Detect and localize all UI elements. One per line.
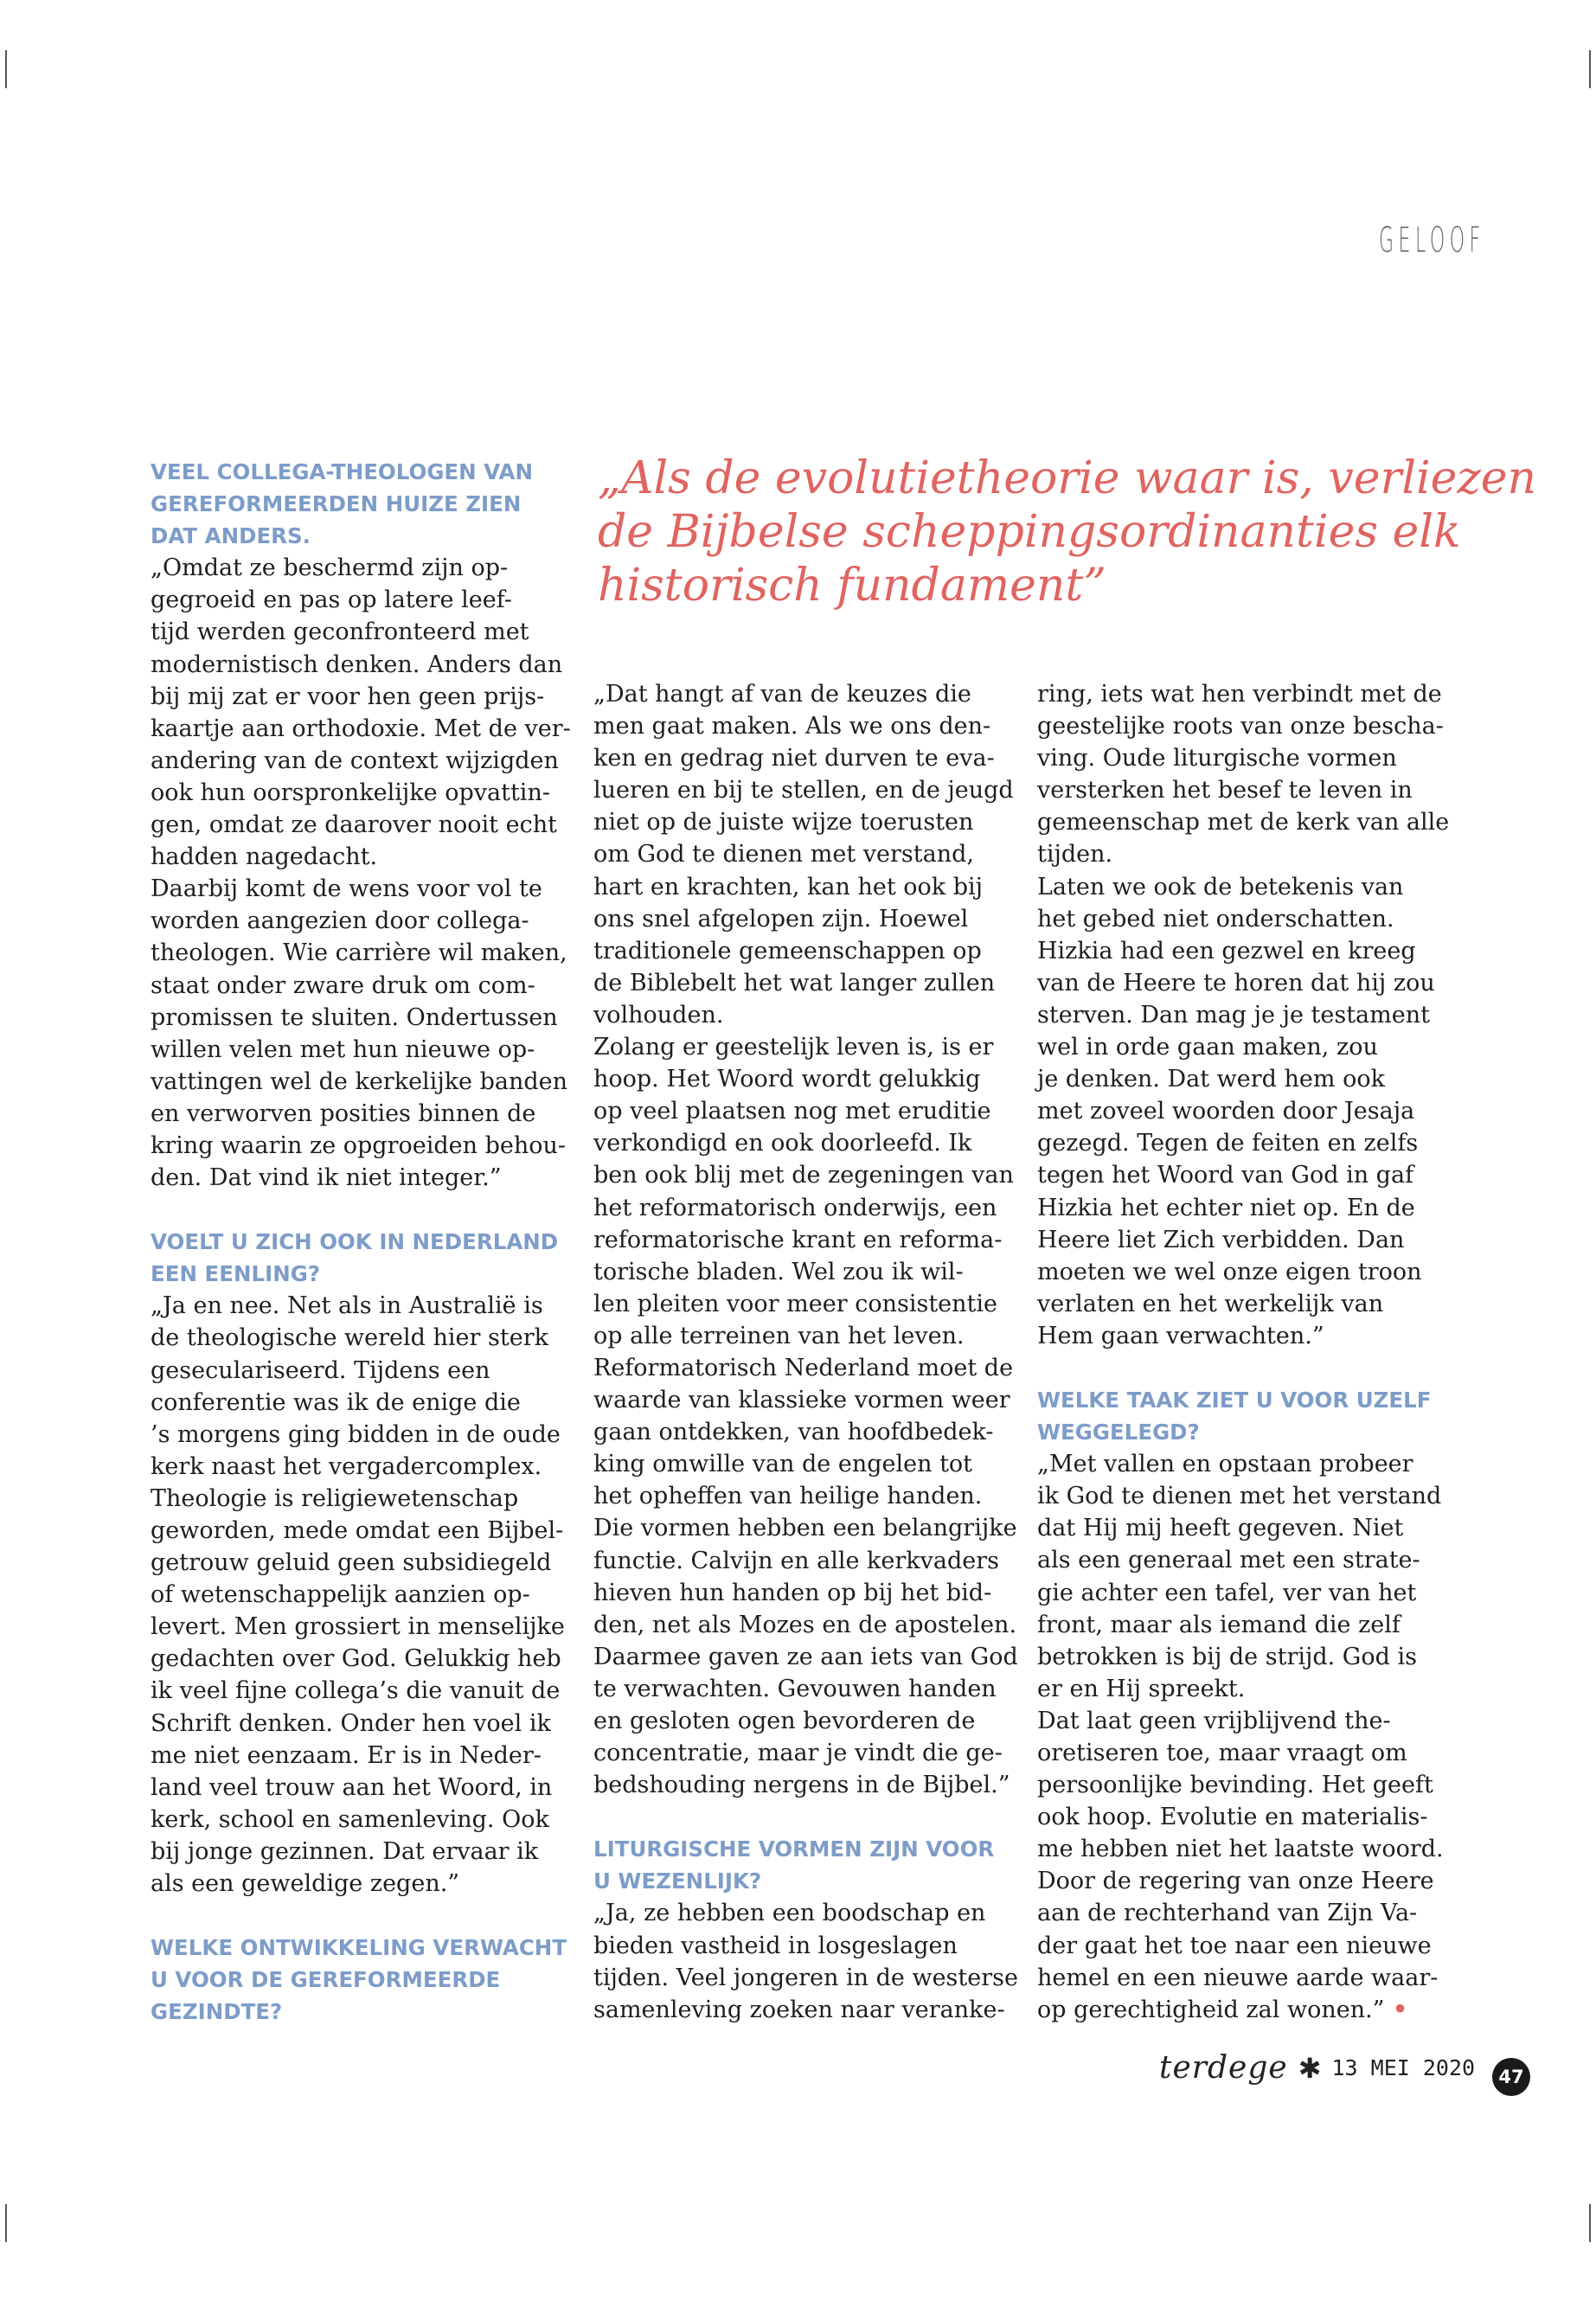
body-text-line: niet op de juiste wijze toerusten [593,809,974,836]
body-text-line: Daarmee gaven ze aan iets van God [593,1643,1018,1670]
body-text-line: de theologische wereld hier sterk [151,1324,548,1352]
body-text-line: op alle terreinen van het leven. [593,1322,965,1349]
body-text-line: hoop. Het Woord wordt gelukkig [593,1066,981,1093]
body-text-line: hadden nagedacht. [151,843,378,871]
interview-question-line: LITURGISCHE VORMEN ZIJN VOOR [593,1836,995,1862]
interview-question-line: DAT ANDERS. [151,523,311,549]
body-text-line: me niet eenzaam. Er is in Neder- [151,1741,542,1769]
pull-quote-line: historisch fundament” [598,560,1106,612]
body-text-line: wel in orde gaan maken, zou [1037,1034,1378,1061]
body-text-line: te verwachten. Gevouwen handen [593,1675,997,1702]
body-text-line: bedshouding nergens in de Bijbel.” [593,1772,1010,1799]
body-text-line: kerk, school en samenleving. Ook [151,1805,549,1833]
issue-date: 13 MEI 2020 [1331,2055,1476,2080]
body-text-line: ik God te dienen met het verstand [1037,1483,1442,1510]
body-text-line: front, maar als iemand die zelf [1037,1611,1401,1638]
end-mark: • [1384,1996,1408,2023]
interview-question-line: WEGGELEGD? [1037,1420,1200,1445]
body-text-line: hemel en een nieuwe aarde waar- [1037,1964,1439,1991]
body-text-line: versterken het besef te leven in [1037,777,1413,804]
body-text-line: staat onder zware druk om com- [151,971,535,999]
body-text-line: conferentie was ik de enige die [151,1388,521,1416]
page-number: 47 [1492,2058,1530,2096]
body-text-line: „Dat hangt af van de keuzes die [593,681,971,708]
crop-mark-bottom-left [5,2204,7,2242]
body-text-line: gemeenschap met de kerk van alle [1037,809,1450,836]
body-text-line: of wetenschappelijk aanzien op- [151,1581,530,1609]
body-text-line: aan de rechterhand van Zijn Va- [1037,1900,1418,1927]
body-text-line: den, net als Mozes en de apostelen. [593,1611,1017,1638]
body-text-line: gedachten over God. Gelukkig heb [151,1645,561,1673]
body-text-line: het gebed niet onderschatten. [1037,905,1394,933]
body-text-line: getrouw geluid geen subsidiegeld [151,1549,552,1577]
footer-separator: ✱ [1298,2051,1322,2085]
body-text-line: ving. Oude liturgische vormen [1037,745,1397,772]
body-text-line: gen, omdat ze daarover nooit echt [151,811,557,839]
body-text-line: kerk naast het vergadercomplex. [151,1452,542,1480]
body-text-line: om God te dienen met verstand, [593,841,974,868]
body-text-line: tijd werden geconfronteerd met [151,619,529,646]
body-text-line: kaartje aan orthodoxie. Met de ver- [151,715,571,742]
body-text-line: den. Dat vind ik niet integer.” [151,1164,502,1192]
crop-mark-bottom-right [1589,2204,1591,2242]
body-text-line: ring, iets wat hen verbindt met de [1037,681,1442,708]
body-text-line: Laten we ook de betekenis van [1037,873,1404,901]
body-text-line: ’s morgens ging bidden in de oude [151,1420,561,1448]
body-text-line: persoonlijke bevinding. Het geeft [1037,1772,1433,1799]
body-text-line: willen velen met hun nieuwe op- [151,1035,535,1063]
body-text-line: met zoveel woorden door Jesaja [1037,1098,1415,1125]
body-text-line: torische bladen. Wel zou ik wil- [593,1258,964,1285]
body-text-line: van de Heere te horen dat hij zou [1037,969,1435,997]
body-text-line: men gaat maken. Als we ons den- [593,713,991,740]
body-text-line: concentratie, maar je vindt die ge- [593,1740,1003,1767]
body-text-line: vattingen wel de kerkelijke banden [151,1067,568,1095]
paragraph-gap [593,1801,1018,1833]
interview-question-line: EEN EENLING? [151,1261,321,1287]
body-text-line: bij mij zat er voor hen geen prijs- [151,683,545,710]
crop-mark-top-left [5,50,7,88]
body-text-line: moeten we wel onze eigen troon [1037,1258,1422,1285]
body-text-line: modernistisch denken. Anders dan [151,651,563,678]
body-text-line: gaan ontdekken, van hoofdbedek- [593,1419,994,1446]
body-text-line: geworden, mede omdat een Bijbel- [151,1517,564,1544]
body-text-line: traditionele gemeenschappen op [593,937,982,965]
body-text-line: dat Hij mij heeft gegeven. Niet [1037,1515,1404,1542]
body-text-line: Daarbij komt de wens voor vol te [151,875,542,903]
body-text-line: „Ja, ze hebben een boodschap en [593,1900,986,1927]
article-column-1 [151,456,571,2028]
body-text-line: king omwille van de engelen tot [593,1451,973,1478]
interview-question-line: WELKE TAAK ZIET U VOOR UZELF [1037,1387,1432,1413]
body-text-line: hart en krachten, kan het ook bij [593,873,984,901]
body-text-line: ons snel afgelopen zijn. Hoewel [593,905,969,933]
body-text-line: reformatorische krant en reforma- [593,1226,1003,1253]
body-text-line: ben ook blij met de zegeningen van [593,1162,1014,1189]
body-text-line: oretiseren toe, maar vraagt om [1037,1740,1407,1766]
body-text-line: gezegd. Tegen de feiten en zelfs [1037,1130,1419,1157]
paragraph-gap [151,1194,571,1226]
body-text-line: op veel plaatsen nog met eruditie [593,1098,991,1125]
body-text-line: de Biblebelt het wat langer zullen [593,969,996,997]
body-text-line: sterven. Dan mag je je testament [1037,1001,1430,1029]
body-text-line: ook hun oorspronkelijke opvattin- [151,779,550,806]
body-text-line: tijden. [1037,841,1113,868]
body-text-line: verlaten en het werkelijk van [1037,1290,1384,1317]
body-text-line: het opheffen van heilige handen. [593,1483,983,1510]
body-text-line: levert. Men grossiert in menselijke [151,1613,565,1641]
body-text-line: theologen. Wie carrière wil maken, [151,939,567,967]
body-text-line: promissen te sluiten. Ondertussen [151,1003,558,1031]
body-text-line: op gerechtigheid zal wonen.” • [1037,1996,1408,2023]
body-text-line: verkondigd en ook doorleefd. Ik [593,1130,972,1157]
body-text-line: waarde van klassieke vormen weer [593,1387,1010,1414]
crop-mark-top-right [1589,50,1591,88]
paragraph-gap [1037,1352,1449,1384]
body-text-line: Reformatorisch Nederland moet de [593,1354,1014,1381]
body-text-line: er en Hij spreekt. [1037,1675,1246,1702]
pull-quote-line: de Bijbelse scheppingsordinanties elk [598,506,1461,558]
magazine-brand: terdege [1159,2050,1288,2086]
body-text-line: me hebben niet het laatste woord. [1037,1836,1444,1863]
paragraph-gap [151,1900,571,1932]
body-text-line: en verworven posities binnen de [151,1099,536,1127]
body-text-line: en gesloten ogen bevorderen de [593,1708,976,1734]
article-column-2 [593,678,1018,2026]
body-text-line: volhouden. [593,1001,724,1029]
body-text-line: „Met vallen en opstaan probeer [1037,1451,1413,1478]
interview-question-line: VOELT U ZICH OOK IN NEDERLAND [151,1229,559,1255]
body-text-line: het reformatorisch onderwijs, een [593,1194,997,1221]
body-text-line: bieden vastheid in losgeslagen [593,1932,958,1959]
body-text-line: Schrift denken. Onder hen voel ik [151,1709,551,1737]
body-text-line: functie. Calvijn en alle kerkvaders [593,1547,1000,1574]
body-text-line: ik veel fijne collega’s die vanuit de [151,1677,561,1705]
body-text-line: Theologie is religiewetenschap [151,1484,519,1512]
interview-question-line: WELKE ONTWIKKELING VERWACHT [151,1935,567,1961]
body-text-line: Hem gaan verwachten.” [1037,1322,1324,1349]
body-text-line: der gaat het toe naar een nieuwe [1037,1932,1432,1959]
body-text-line: samenleving zoeken naar veranke- [593,1996,1005,2023]
body-text-line: gie achter een tafel, ver van het [1037,1579,1417,1606]
body-text-line: betrokken is bij de strijd. God is [1037,1643,1417,1670]
body-text-line: lueren en bij te stellen, en de jeugd [593,777,1014,804]
body-text-line: geseculariseerd. Tijdens een [151,1356,490,1384]
body-text-line: als een generaal met een strate- [1037,1547,1420,1574]
body-text-line: als een geweldige zegen.” [151,1870,460,1898]
interview-question-line: GEREFORMEERDEN HUIZE ZIEN [151,491,522,517]
body-text-line: „Ja en nee. Net als in Australië is [151,1292,543,1320]
body-text-line: Door de regering van onze Heere [1037,1868,1434,1895]
article-column-3 [1037,678,1449,2026]
body-text-line: gegroeid en pas op latere leef- [151,586,512,614]
body-text-line: Dat laat geen vrijblijvend the- [1037,1707,1391,1734]
body-text-line: kring waarin ze opgroeiden behou- [151,1131,567,1159]
body-text-line: ken en gedrag niet durven te eva- [593,745,995,772]
body-text-line: len pleiten voor meer consistentie [593,1290,998,1317]
pull-quote [598,452,1536,612]
body-text-line: ook hoop. Evolutie en materialis- [1037,1804,1428,1831]
body-text-line: Zolang er geestelijk leven is, is er [593,1034,994,1061]
page-footer [1159,2050,1475,2086]
interview-question-line: U WEZENLIJK? [593,1868,762,1894]
body-text-line: hieven hun handen op bij het bid- [593,1579,992,1606]
body-text-line: andering van de context wijzigden [151,747,559,774]
body-text-line: je denken. Dat werd hem ook [1037,1066,1385,1093]
body-text-line: land veel trouw aan het Woord, in [151,1773,553,1801]
section-title: GELOOF [1379,221,1485,260]
body-text-line: bij jonge gezinnen. Dat ervaar ik [151,1837,539,1865]
interview-question-line: GEZINDTE? [151,1999,283,2025]
body-text-line: Hizkia het echter niet op. En de [1037,1194,1415,1221]
interview-question-line: VEEL COLLEGA-THEOLOGEN VAN [151,459,533,484]
body-text-line: „Omdat ze beschermd zijn op- [151,554,509,582]
body-text-line: Die vormen hebben een belangrijke [593,1515,1017,1542]
body-text-line: Heere liet Zich verbidden. Dan [1037,1226,1405,1253]
body-text-line: Hizkia had een gezwel en kreeg [1037,937,1416,965]
body-text-line: tegen het Woord van God in gaf [1037,1162,1414,1189]
interview-question-line: U VOOR DE GEREFORMEERDE [151,1967,501,1993]
pull-quote-line: „Als de evolutietheorie waar is, verliezen [598,452,1537,504]
body-text-line: tijden. Veel jongeren in de westerse [593,1964,1018,1991]
body-text-line: worden aangezien door collega- [151,907,529,935]
body-text-line: geestelijke roots van onze bescha- [1037,713,1444,740]
